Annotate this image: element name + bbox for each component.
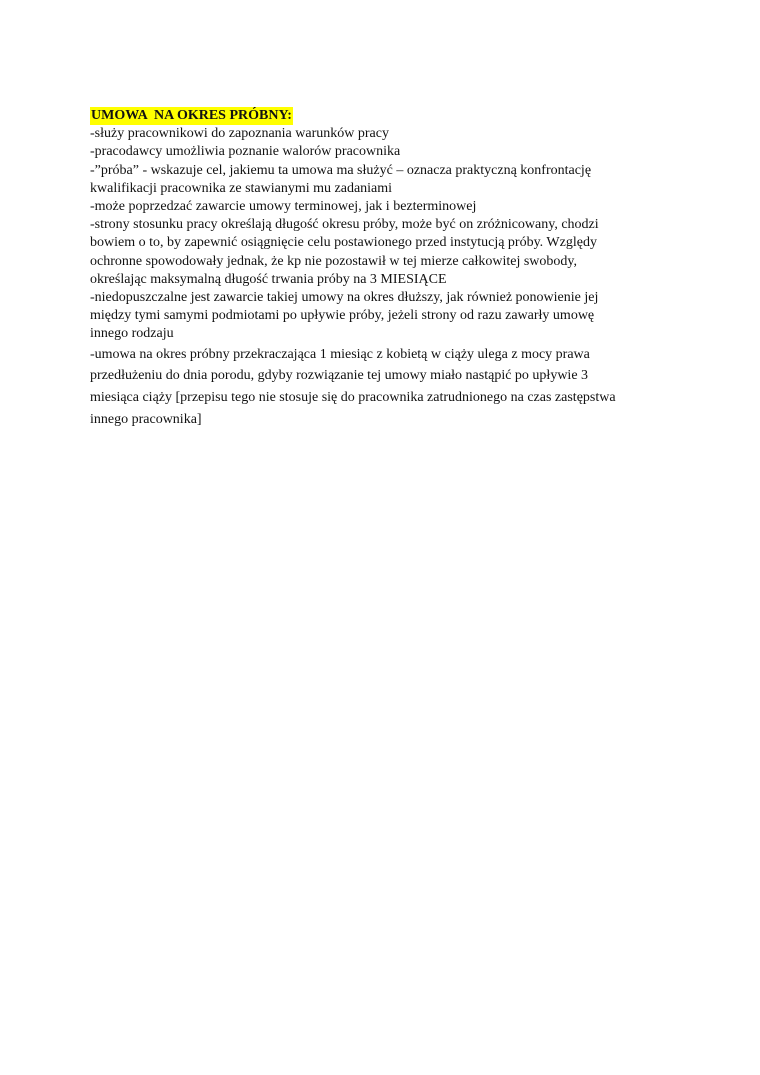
text-line: -służy pracownikowi do zapoznania warunków pracy — [90, 126, 389, 142]
text-line: miesiąca ciąży [przepisu tego nie stosuje się do pracownika zatrudnionego na czas zastępstwa — [90, 389, 616, 405]
text-line: kwalifikacji pracownika ze stawianymi mu zadaniami — [90, 180, 393, 196]
text-line: innego rodzaju — [90, 326, 174, 342]
text-line: -pracodawcy umożliwia poznanie walorów pracownika — [90, 144, 401, 160]
text-line: innego pracownika] — [90, 411, 202, 427]
text-line: -strony stosunku pracy określają długość okresu próby, może być on zróżnicowany, chodzi — [90, 217, 599, 233]
text-line: między tymi samymi podmiotami po upływie próby, jeżeli strony od razu zawarły umowę — [90, 308, 595, 324]
text-line: -”próba” - wskazuje cel, jakiemu ta umowa ma służyć – oznacza praktyczną konfrontację — [90, 162, 592, 178]
document-body — [90, 107, 690, 431]
text-line: -niedopuszczalne jest zawarcie takiej umowy na okres dłuższy, jak również ponowienie jej — [90, 290, 599, 306]
text-line: określając maksymalną długość trwania próby na 3 MIESIĄCE — [90, 271, 447, 287]
document-heading: UMOWA NA OKRES PRÓBNY: — [90, 107, 293, 125]
text-line: -umowa na okres próbny przekraczająca 1 miesiąc z kobietą w ciąży ulega z mocy prawa — [90, 346, 590, 362]
text-line: bowiem o to, by zapewnić osiągnięcie celu postawionego przed instytucją próby. Względy — [90, 235, 597, 251]
text-line: przedłużeniu do dnia porodu, gdyby rozwiązanie tej umowy miało nastąpić po upływie 3 — [90, 367, 589, 383]
text-line: -może poprzedzać zawarcie umowy terminowej, jak i bezterminowej — [90, 199, 477, 215]
text-line: ochronne spowodowały jednak, że kp nie pozostawił w tej mierze całkowitej swobody, — [90, 253, 578, 269]
